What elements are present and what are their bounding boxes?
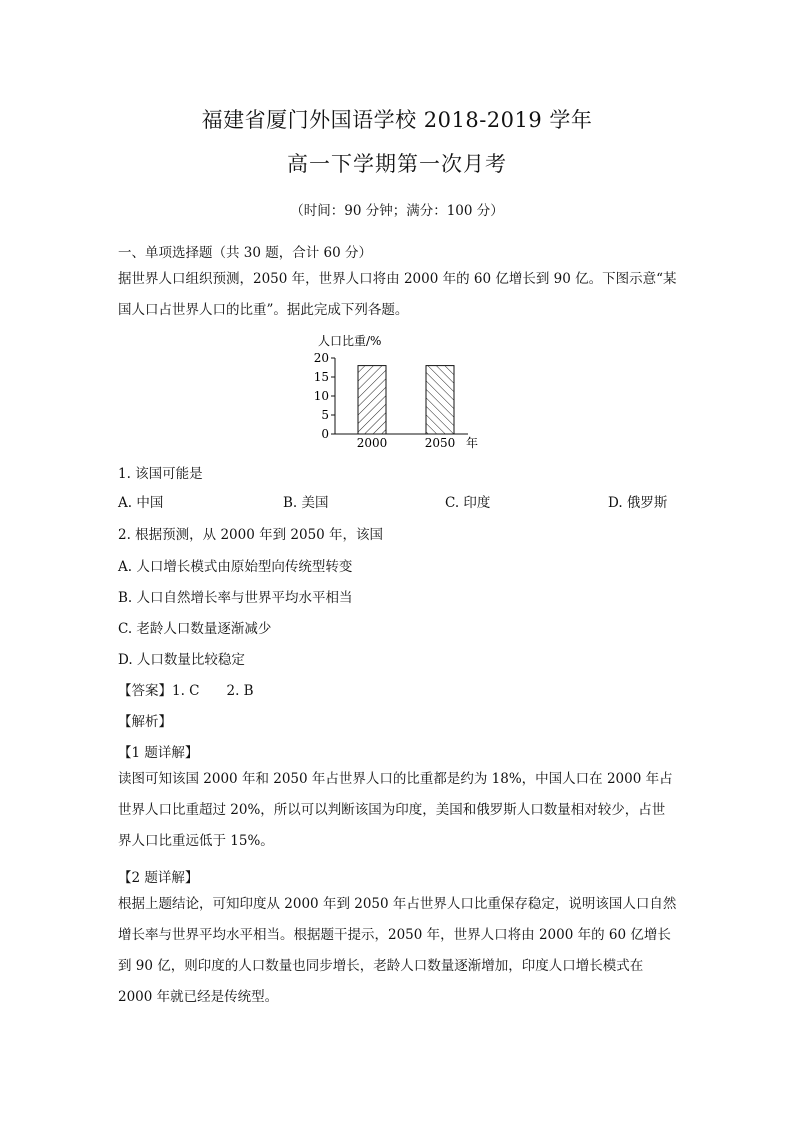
question-2-option-c: C. 老龄人口数量逐渐减少	[118, 621, 272, 637]
y-tick-label: 10	[313, 389, 329, 403]
question-2-stem: 2. 根据预测，从 2000 年到 2050 年，该国	[118, 527, 384, 543]
detail-1-label: 【1 题详解】	[118, 745, 199, 761]
population-share-chart	[290, 330, 490, 455]
detail-2-label: 【2 题详解】	[118, 870, 199, 886]
y-tick-label: 5	[321, 408, 329, 422]
x-tick-label: 2050	[424, 436, 456, 450]
y-tick-label: 20	[313, 351, 329, 365]
question-2-option-b: B. 人口自然增长率与世界平均水平相当	[118, 590, 353, 606]
document-title: 福建省厦门外国语学校 2018-2019 学年	[201, 108, 593, 132]
bar-2050	[426, 366, 454, 434]
question-2-option-d: D. 人口数量比较稳定	[118, 652, 245, 668]
y-tick-label: 0	[321, 427, 329, 441]
option-d: D. 俄罗斯	[608, 495, 668, 511]
option-a: A. 中国	[118, 495, 164, 511]
x-axis-label: 年	[466, 436, 479, 450]
exam-meta: （时间：90 分钟；满分：100 分）	[290, 203, 504, 219]
question-1-options	[118, 491, 678, 511]
question-2-option-a: A. 人口增长模式由原始型向传统型转变	[118, 559, 353, 575]
option-c: C. 印度	[445, 495, 491, 511]
detail-1-text: 读图可知该国 2000 年和 2050 年占世界人口的比重都是约为 18%，中国人口在 2000 年占世界人口比重超过 20%，所以可以判断该国为印度，美国和俄罗斯人口数量相对较少，占世界人口比重远低于 15%。	[118, 771, 673, 849]
option-b: B. 美国	[283, 495, 329, 511]
x-tick-label: 2000	[356, 436, 388, 450]
document-subtitle: 高一下学期第一次月考	[287, 152, 507, 176]
bar-2000	[358, 366, 386, 434]
answer-line: 【答案】1. C 2. B	[118, 683, 254, 699]
section-heading: 一、单项选择题（共 30 题，合计 60 分）	[118, 245, 373, 261]
y-axis-label: 人口比重/%	[318, 334, 382, 348]
question-1-stem: 1. 该国可能是	[118, 466, 203, 482]
question-stem: 据世界人口组织预测，2050 年，世界人口将由 2000 年的 60 亿增长到 90 亿。下图示意“某国人口占世界人口的比重”。据此完成下列各题。	[118, 271, 677, 318]
y-tick-label: 15	[313, 370, 329, 384]
analysis-label: 【解析】	[118, 714, 172, 730]
detail-2-text: 根据上题结论，可知印度从 2000 年到 2050 年占世界人口比重保存稳定，说明该国人口自然增长率与世界平均水平相当。根据题干提示，2050 年，世界人口将由 2000 年的 60 亿增长到 90 亿，则印度的人口数量也同步增长，老龄人口数量逐渐增加，印度人口增长模式在 2000 年就已经是传统型。	[118, 896, 677, 1005]
